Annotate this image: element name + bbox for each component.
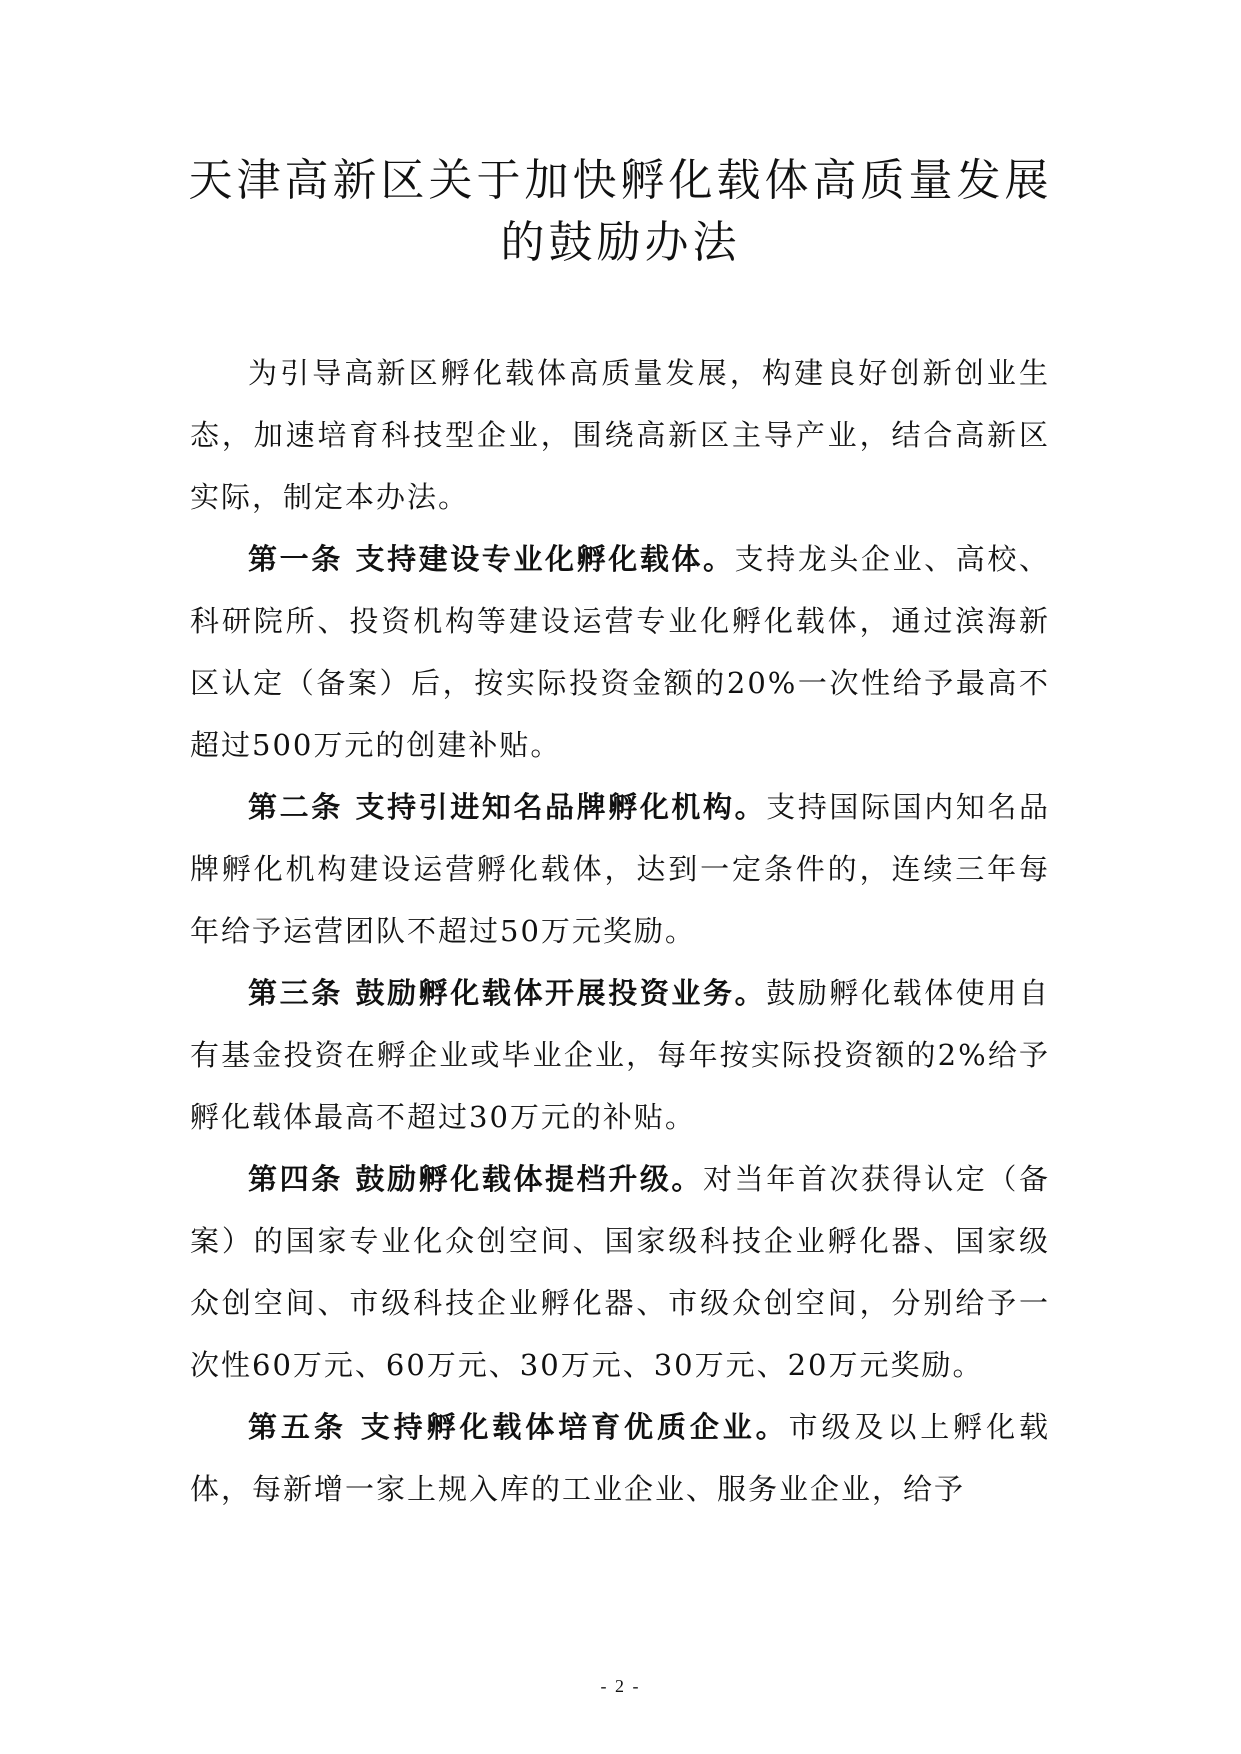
article-5-heading: 第五条 支持孵化载体培育优质企业。 [248,1410,789,1444]
article-3-heading: 第三条 鼓励孵化载体开展投资业务。 [248,976,767,1010]
title-line-2: 的鼓励办法 [500,217,741,268]
article-5-text: 市级及以上孵化载体，每新增一家上规入库的工业企业、服务业企业，给予 [190,1410,1050,1506]
page-number: - 2 - [600,1676,641,1696]
article-4-text: 对当年首次获得认定（备案）的国家专业化众创空间、国家级科技企业孵化器、国家级众创空间、市级科技企业孵化器、市级众创空间，分别给予一次性60万元、60万元、30万元、30万元、20万元奖励。 [190,1162,1050,1382]
title-line-1: 天津高新区关于加快孵化载体高质量发展 [188,155,1053,206]
article-1 [190,528,1050,776]
article-1-text: 支持龙头企业、高校、科研院所、投资机构等建设运营专业化孵化载体，通过滨海新区认定（备案）后，按实际投资金额的20%一次性给予最高不超过500万元的创建补贴。 [190,542,1050,762]
article-4-heading: 第四条 鼓励孵化载体提档升级。 [248,1162,704,1196]
article-3 [190,962,1050,1148]
article-2 [190,776,1050,962]
article-5 [190,1396,1050,1520]
document-body [190,342,1050,1520]
article-3-text: 鼓励孵化载体使用自有基金投资在孵企业或毕业企业，每年按实际投资额的2%给予孵化载体最高不超过30万元的补贴。 [190,976,1050,1134]
intro-paragraph: 为引导高新区孵化载体高质量发展，构建良好创新创业生态，加速培育科技型企业，围绕高新区主导产业，结合高新区实际，制定本办法。 [190,356,1050,514]
article-1-heading: 第一条 支持建设专业化孵化载体。 [248,542,735,576]
article-2-text: 支持国际国内知名品牌孵化机构建设运营孵化载体，达到一定条件的，连续三年每年给予运营团队不超过50万元奖励。 [190,790,1050,948]
article-2-heading: 第二条 支持引进知名品牌孵化机构。 [248,790,767,824]
document-title [150,150,1091,274]
article-4 [190,1148,1050,1396]
